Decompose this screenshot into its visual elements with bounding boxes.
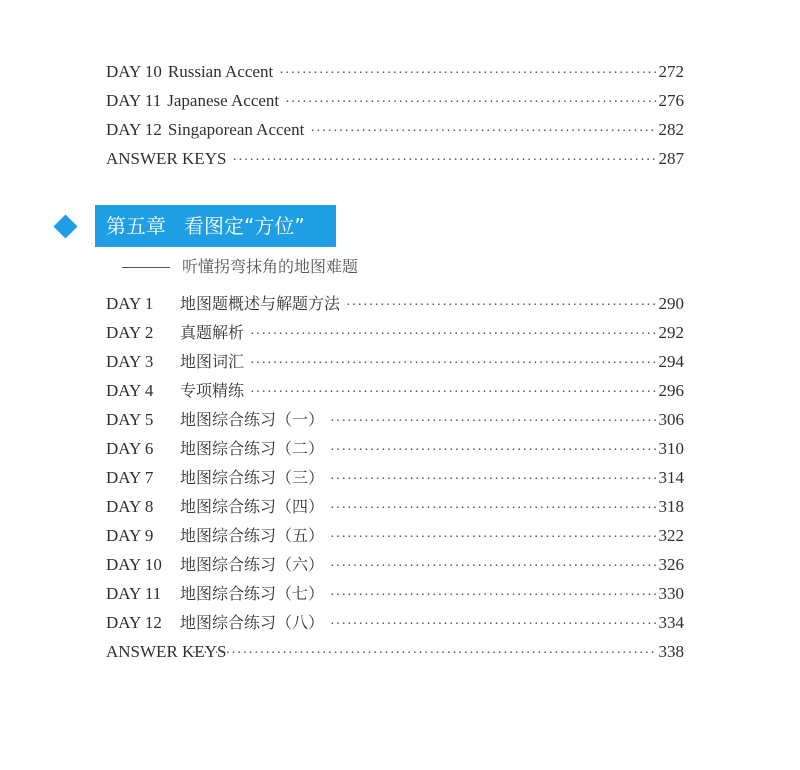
dot-leader [285,88,656,117]
toc-entry-answer-keys[interactable] [106,637,684,666]
toc-entry-day: DAY 12 [106,120,162,139]
toc-entry[interactable] [106,521,684,550]
toc-entry-day: ANSWER KEYS [106,642,227,661]
toc-entry-day: DAY 12 [106,613,162,632]
toc-entry-page: 282 [658,120,684,139]
dot-leader [330,581,656,610]
toc-list-previous-chapter [106,57,684,173]
dot-leader [330,407,656,436]
chapter-subtitle-row [122,254,358,277]
toc-entry-day: DAY 6 [106,439,154,458]
toc-entry-page: 322 [658,526,684,545]
toc-entry-page: 290 [658,294,684,313]
chapter-subtitle: 听懂拐弯抹角的地图难题 [182,257,359,276]
toc-entry-title: 地图综合练习（三） [180,468,325,487]
toc-entry[interactable] [106,492,684,521]
toc-entry-page: 292 [658,323,684,342]
toc-entry-page: 310 [658,439,684,458]
toc-entry[interactable] [106,579,684,608]
toc-entry[interactable] [106,347,684,376]
toc-entry-day: DAY 9 [106,526,154,545]
toc-entry-page: 318 [658,497,684,516]
toc-entry-day: DAY 3 [106,352,154,371]
chapter-number: 第五章 [106,214,166,238]
toc-entry-title: 地图综合练习（四） [180,497,325,516]
toc-entry[interactable] [106,289,684,318]
dot-leader [330,552,656,581]
toc-entry[interactable] [106,550,684,579]
dot-leader [250,378,656,407]
toc-entry-day: DAY 1 [106,294,154,313]
toc-entry[interactable] [106,376,684,405]
toc-entry-title: 地图综合练习（五） [180,526,325,545]
toc-entry-title: Singaporean Accent [167,120,305,139]
toc-entry-day: ANSWER KEYS [106,149,227,168]
toc-entry-page: 334 [658,613,684,632]
dot-leader [250,320,656,349]
toc-entry-page: 314 [658,468,684,487]
toc-entry-title: Japanese Accent [167,91,280,110]
toc-entry-page: 296 [658,381,684,400]
toc-entry[interactable] [106,57,684,86]
toc-entry-title: 地图综合练习（八） [180,613,325,632]
subtitle-dash [122,267,170,268]
toc-entry-day: DAY 8 [106,497,154,516]
toc-entry[interactable] [106,463,684,492]
toc-entry-day: DAY 10 [106,62,162,81]
toc-entry-title: 地图综合练习（六） [180,555,325,574]
dot-leader [186,639,657,668]
toc-entry-day: DAY 10 [106,555,162,574]
dot-leader [232,146,656,175]
dot-leader [346,291,656,320]
toc-entry-title: 真题解析 [180,323,245,342]
toc-entry-title: 地图词汇 [180,352,245,371]
toc-entry[interactable] [106,405,684,434]
toc-entry-day: DAY 11 [106,584,162,603]
toc-entry-title: 专项精练 [180,381,245,400]
chapter-banner[interactable] [95,205,336,247]
toc-entry-day: DAY 5 [106,410,154,429]
toc-entry-day: DAY 4 [106,381,154,400]
dot-leader [330,436,656,465]
chapter-title: 看图定“方位” [184,214,305,238]
toc-entry-page: 294 [658,352,684,371]
diamond-icon [53,214,77,238]
dot-leader [330,610,656,639]
toc-entry-day: DAY 11 [106,91,162,110]
toc-entry-page: 326 [658,555,684,574]
toc-entry-title: 地图综合练习（一） [180,410,325,429]
toc-entry[interactable] [106,115,684,144]
toc-entry-page: 287 [658,149,684,168]
toc-entry-day: DAY 7 [106,468,154,487]
toc-entry-day: DAY 2 [106,323,154,342]
toc-entry-title: Russian Accent [167,62,274,81]
toc-entry-answer-keys[interactable] [106,144,684,173]
toc-entry-page: 306 [658,410,684,429]
toc-entry[interactable] [106,318,684,347]
toc-entry[interactable] [106,608,684,637]
dot-leader [330,494,656,523]
toc-entry-title: 地图综合练习（七） [180,584,325,603]
toc-entry-title: 地图综合练习（二） [180,439,325,458]
toc-entry-page: 330 [658,584,684,603]
dot-leader [310,117,656,146]
dot-leader [330,523,656,552]
toc-entry-title: 地图题概述与解题方法 [180,294,341,313]
toc-entry[interactable] [106,434,684,463]
toc-entry-page: 272 [658,62,684,81]
dot-leader [279,59,656,88]
toc-entry-page: 338 [658,642,684,661]
toc-entry[interactable] [106,86,684,115]
toc-entry-page: 276 [658,91,684,110]
dot-leader [330,465,656,494]
toc-list-chapter-5 [106,289,684,666]
dot-leader [250,349,656,378]
